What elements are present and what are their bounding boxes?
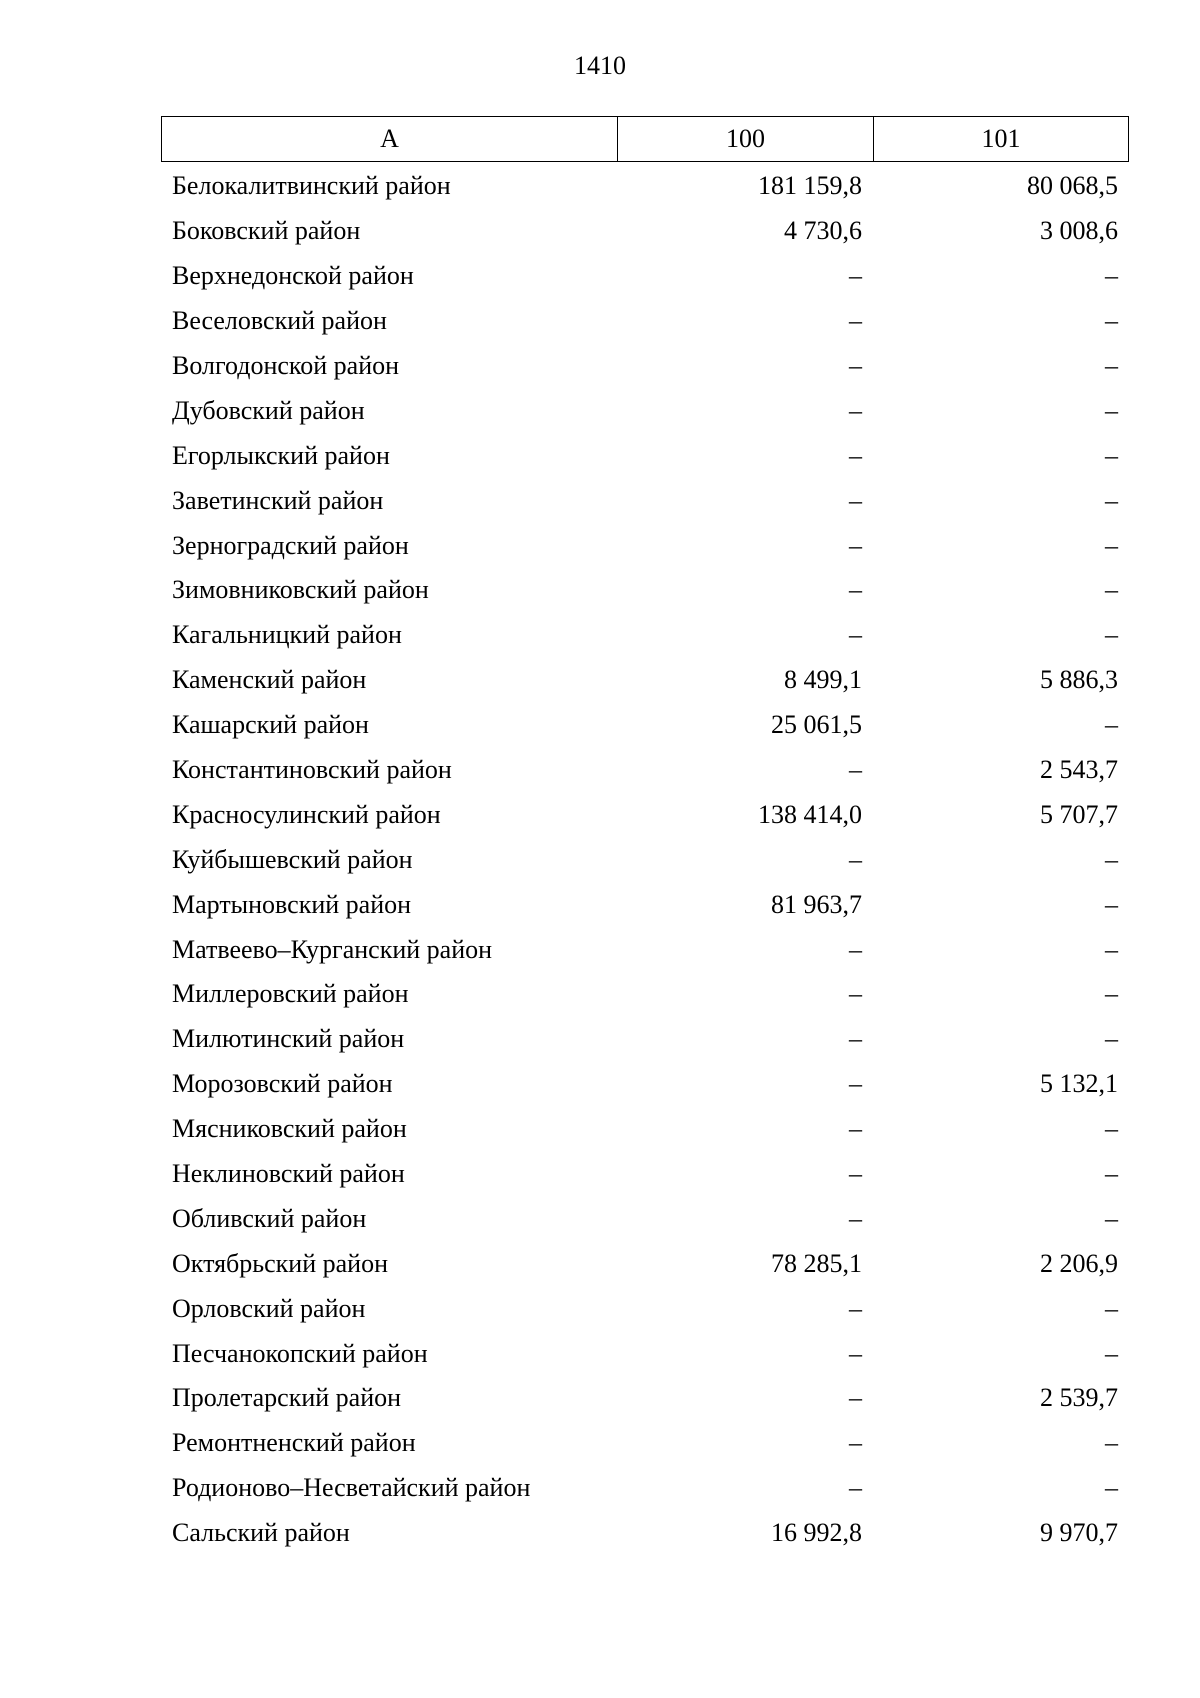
value-101-cell: – (1105, 1473, 1118, 1503)
table-row (161, 299, 1129, 344)
district-name-cell: Куйбышевский район (172, 844, 413, 874)
value-101-cell: – (1105, 1203, 1118, 1233)
value-101-cell: – (1105, 1114, 1118, 1144)
header-cell-100: 100 (618, 117, 874, 161)
value-100-cell: – (849, 844, 862, 874)
value-100-cell: – (849, 1159, 862, 1189)
district-name-cell: Обливский район (172, 1203, 367, 1233)
table-row (161, 1196, 1129, 1241)
table-row (161, 478, 1129, 523)
table-header (161, 116, 1129, 162)
value-100-cell: – (849, 306, 862, 336)
value-100-cell: – (849, 934, 862, 964)
value-100-cell: 78 285,1 (771, 1248, 862, 1278)
value-100-cell: – (849, 351, 862, 380)
value-101-cell: – (1105, 485, 1118, 515)
table-row (161, 254, 1129, 299)
value-100-cell: – (849, 1338, 862, 1368)
district-name-cell: Мясниковский район (172, 1114, 407, 1144)
value-101-cell: – (1105, 1428, 1118, 1458)
value-101-cell: – (1105, 1338, 1118, 1368)
table-row (161, 837, 1129, 882)
table-row (161, 1241, 1129, 1286)
district-name-cell: Морозовский район (172, 1069, 393, 1099)
table-row (161, 1286, 1129, 1331)
table-row (161, 344, 1129, 389)
table-row (161, 1107, 1129, 1152)
page-number: 1410 (574, 51, 626, 80)
district-name-cell: Мартыновский район (172, 889, 412, 919)
value-100-cell: 25 061,5 (771, 710, 862, 740)
value-101-cell: 2 206,9 (1040, 1248, 1118, 1278)
value-101-cell: 2 539,7 (1040, 1383, 1118, 1413)
table-row (161, 1331, 1129, 1376)
district-name-cell: Веселовский район (172, 306, 387, 336)
district-name-cell: Боковский район (172, 216, 361, 246)
value-101-cell: – (1105, 934, 1118, 964)
value-101-cell: – (1105, 306, 1118, 336)
table-row (161, 388, 1129, 433)
district-name-cell: Константиновский район (172, 755, 452, 785)
value-100-cell: – (849, 440, 862, 470)
value-101-cell: 5 707,7 (1040, 799, 1118, 829)
district-name-cell: Верхнедонской район (172, 261, 414, 291)
district-name-cell: Песчанокопский район (172, 1338, 428, 1368)
value-101-cell: – (1105, 530, 1118, 560)
table-row (161, 703, 1129, 748)
value-100-cell: – (849, 620, 862, 650)
value-101-cell: – (1105, 620, 1118, 650)
value-101-cell: – (1105, 395, 1118, 425)
district-name-cell: Заветинский район (172, 485, 384, 515)
district-name-cell: Егорлыкский район (172, 440, 390, 470)
value-100-cell: – (849, 1428, 862, 1458)
value-100-cell: – (849, 1473, 862, 1503)
table-row (161, 748, 1129, 793)
district-name-cell: Пролетарский район (172, 1383, 402, 1413)
district-name-cell: Ремонтненский район (172, 1428, 416, 1458)
value-101-cell: – (1105, 351, 1118, 380)
district-name-cell: Зимовниковский район (172, 575, 429, 605)
district-name-cell: Орловский район (172, 1293, 366, 1323)
district-name-cell: Миллеровский район (172, 979, 409, 1009)
table-row (161, 882, 1129, 927)
table-row (161, 927, 1129, 972)
value-100-cell: – (849, 1203, 862, 1233)
district-name-cell: Красносулинский район (172, 799, 441, 829)
table-row (161, 164, 1129, 209)
value-100-cell: – (849, 485, 862, 515)
value-100-cell: – (849, 530, 862, 560)
value-101-cell: 5 886,3 (1040, 665, 1118, 695)
value-100-cell: – (849, 261, 862, 291)
value-101-cell: 3 008,6 (1040, 216, 1118, 246)
table-body (161, 164, 1129, 1556)
header-cell-101: 101 (981, 124, 1021, 153)
district-name-cell: Кагальницкий район (172, 620, 402, 650)
table-row (161, 658, 1129, 703)
value-100-cell: – (849, 575, 862, 605)
district-name-cell: Каменский район (172, 665, 367, 695)
table-row (161, 1152, 1129, 1197)
table-row (161, 209, 1129, 254)
value-100-cell: – (849, 1383, 862, 1413)
district-name-cell: Белокалитвинский район (172, 171, 451, 201)
table-row (161, 1376, 1129, 1421)
value-100-cell: – (849, 1293, 862, 1323)
value-100-cell: 181 159,8 (758, 171, 862, 201)
district-name-cell: Октябрьский район (172, 1248, 388, 1278)
value-100-cell: 4 730,6 (784, 216, 862, 246)
table-row (161, 1062, 1129, 1107)
value-101-cell: 80 068,5 (1027, 171, 1118, 201)
value-100-cell: 16 992,8 (771, 1518, 862, 1548)
value-101-cell: 9 970,7 (1040, 1518, 1118, 1548)
value-101-cell: – (1105, 261, 1118, 291)
value-100-cell: 81 963,7 (771, 889, 862, 919)
district-name-cell: Родионово–Несветайский район (172, 1473, 531, 1503)
value-101-cell: – (1105, 844, 1118, 874)
table-row (161, 972, 1129, 1017)
value-100-cell: 8 499,1 (784, 665, 862, 695)
value-101-cell: – (1105, 1293, 1118, 1323)
table-row (161, 568, 1129, 613)
value-101-cell: 2 543,7 (1040, 755, 1118, 785)
table-row (161, 433, 1129, 478)
value-101-cell: – (1105, 710, 1118, 740)
table-row (161, 1017, 1129, 1062)
table-row (161, 792, 1129, 837)
value-101-cell: – (1105, 889, 1118, 919)
value-100-cell: – (849, 1024, 862, 1054)
value-100-cell: – (849, 979, 862, 1009)
value-101-cell: – (1105, 979, 1118, 1009)
value-100-cell: – (849, 1069, 862, 1099)
district-name-cell: Кашарский район (172, 710, 369, 740)
district-name-cell: Милютинский район (172, 1024, 405, 1054)
district-name-cell: Сальский район (172, 1518, 350, 1548)
district-name-cell: Дубовский район (172, 395, 365, 425)
table-row (161, 613, 1129, 658)
header-cell-a: A (162, 117, 618, 161)
value-100-cell: – (849, 395, 862, 425)
district-name-cell: Матвеево–Курганский район (172, 934, 493, 964)
table-row (161, 523, 1129, 568)
table-row (161, 1511, 1129, 1556)
value-101-cell: 5 132,1 (1040, 1069, 1118, 1099)
table-row (161, 1421, 1129, 1466)
value-100-cell: – (849, 1114, 862, 1144)
value-100-cell: – (849, 755, 862, 785)
value-101-cell: – (1105, 1159, 1118, 1189)
table-row (161, 1466, 1129, 1511)
value-100-cell: 138 414,0 (758, 799, 862, 829)
district-name-cell: Неклиновский район (172, 1159, 405, 1189)
value-101-cell: – (1105, 575, 1118, 605)
district-name-cell: Волгодонской район (172, 351, 400, 380)
district-name-cell: Зерноградский район (172, 530, 409, 560)
value-101-cell: – (1105, 440, 1118, 470)
value-101-cell: – (1105, 1024, 1118, 1054)
